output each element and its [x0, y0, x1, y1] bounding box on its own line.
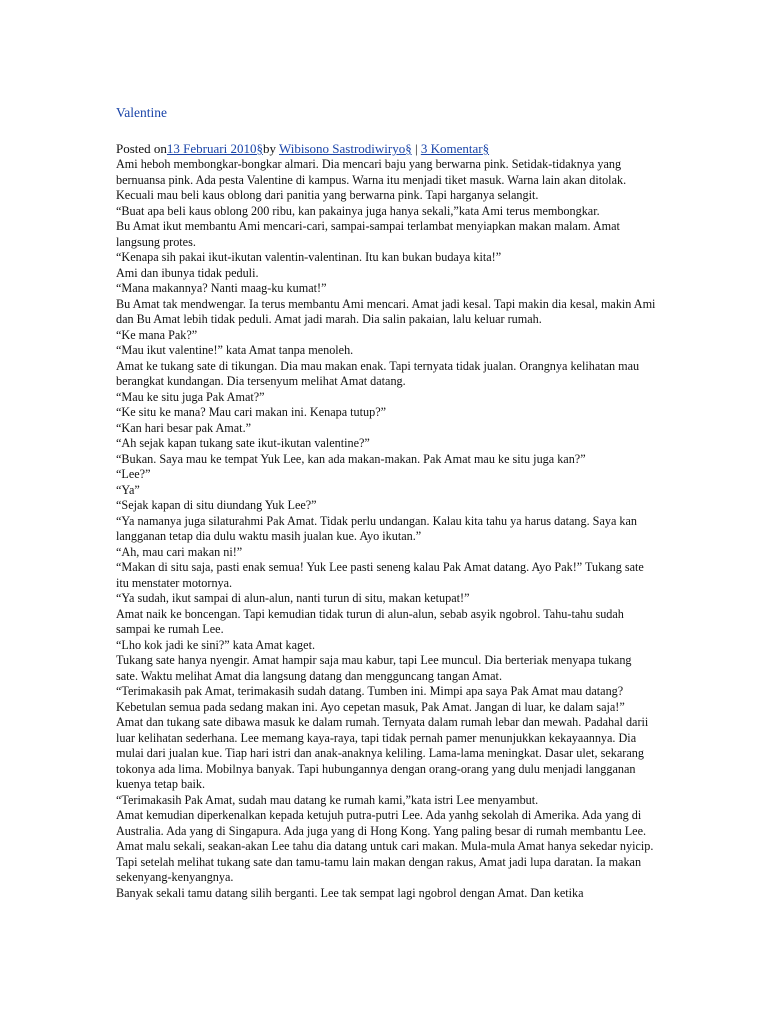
paragraph: Bu Amat tak mendwengar. Ia terus membantu Ami mencari. Amat jadi kesal. Tapi makin dia kesal, makin Ami dan Bu Amat lebih tidak peduli. Amat jadi marah. Dia salin pakaian, lalu keluar rumah. — [116, 296, 656, 326]
comments-link[interactable]: 3 Komentar§ — [420, 141, 490, 156]
paragraph: Ami dan ibunya tidak peduli. — [116, 265, 259, 280]
post-title[interactable]: Valentine — [116, 105, 167, 120]
paragraph: Amat dan tukang sate dibawa masuk ke dalam rumah. Ternyata dalam rumah lebar dan mewah. Padahal darii luar kelihatan sederhana. Lee memang kaya-raya, tapi tidak pernah pamer menunjukkan kekayaannya. Dia mulai dari jualan kue. Tiap hari istri dan anak-anaknya keliling. Lama-lama meningkat. Dasar ulet, sekarang tokonya ada lima. Mobilnya banyak. Tapi hubungannya dengan orang-orang yang dulu menjadi langganan kuenya tetap baik. — [116, 715, 649, 791]
paragraph: “Sejak kapan di situ diundang Yuk Lee?” — [116, 498, 317, 512]
paragraph: Amat malu sekali, seakan-akan Lee tahu dia datang untuk cari makan. Mula-mula Amat hanya sekedar nyicip. Tapi setelah melihat tukang sate dan tamu-tamu lain makan dengan rakus, Amat jadi lupa daratan. Ia makan sekenyang-kenyangnya. — [116, 839, 654, 884]
meta-separator: | — [411, 141, 421, 156]
paragraph: “Ya namanya juga silaturahmi Pak Amat. Tidak perlu undangan. Kalau kita tahu ya harus datang. Saya kan langganan tetap dia dulu waktu masih jualan kue. Ayo ikutan.” — [116, 513, 638, 543]
author-link[interactable]: Wibisono Sastrodiwiryo§ — [278, 141, 412, 156]
paragraph: “Lho kok jadi ke sini?” kata Amat kaget. — [116, 637, 315, 652]
paragraph: Amat naik ke boncengan. Tapi kemudian tidak turun di alun-alun, sebab asyik ngobrol. Tahu-tahu sudah sampai ke rumah Lee. — [116, 606, 624, 636]
paragraph: “Makan di situ saja, pasti enak semua! Yuk Lee pasti seneng kalau Pak Amat datang. Ayo Pak!” Tukang sate itu menstater motornya. — [116, 560, 644, 590]
post-date-link[interactable]: 13 Februari 2010§ — [166, 141, 263, 156]
paragraph: “Terimakasih pak Amat, terimakasih sudah datang. Tumben ini. Mimpi apa saya Pak Amat mau datang? Kebetulan semua pada sedang makan ini. Ayo cepetan masuk, Pak Amat. Jangan di luar, ke dalam saja!” — [116, 684, 625, 714]
post-body — [116, 157, 656, 901]
post-meta — [116, 141, 656, 157]
paragraph: Tukang sate hanya nyengir. Amat hampir saja mau kabur, tapi Lee muncul. Dia berteriak menyapa tukang sate. Waktu melihat Amat dia langsung datang dan mengguncang tangan Amat. — [116, 653, 632, 683]
paragraph: “Kenapa sih pakai ikut-ikutan valentin-valentinan. Itu kan bukan budaya kita!” — [116, 250, 502, 264]
paragraph: “Mau ke situ juga Pak Amat?” — [116, 389, 265, 404]
posted-on-label: Posted on — [116, 141, 167, 156]
paragraph: “Kan hari besar pak Amat.” — [116, 420, 252, 435]
paragraph: “Ah sejak kapan tukang sate ikut-ikutan valentine?” — [116, 436, 370, 450]
paragraph: “Lee?” — [116, 467, 151, 481]
paragraph: Ami heboh membongkar-bongkar almari. Dia mencari baju yang berwarna pink. Setidak-tidaknya yang bernuansa pink. Ada pesta Valentine di kampus. Warna itu menjadi tiket masuk. Warna lain akan ditolak. Kecuali mau beli kaus oblong dari panitia yang berwarna pink. Tapi harganya selangit. — [116, 157, 627, 202]
paragraph: “Ke situ ke mana? Mau cari makan ini. Kenapa tutup?” — [116, 405, 387, 419]
paragraph: “Bukan. Saya mau ke tempat Yuk Lee, kan ada makan-makan. Pak Amat mau ke situ juga kan?” — [116, 451, 586, 466]
paragraph: “Buat apa beli kaus oblong 200 ribu, kan pakainya juga hanya sekali,”kata Ami terus membongkar. — [116, 203, 600, 218]
paragraph: “Ah, mau cari makan ni!” — [116, 544, 243, 559]
paragraph: “Ya” — [116, 482, 140, 497]
blog-post — [116, 105, 656, 901]
paragraph: Bu Amat ikut membantu Ami mencari-cari, sampai-sampai terlambat menyiapkan makan malam. Amat langsung protes. — [116, 219, 620, 249]
paragraph: “Ke mana Pak?” — [116, 327, 198, 342]
paragraph: “Mana makannya? Nanti maag-ku kumat!” — [116, 281, 327, 295]
paragraph: Banyak sekali tamu datang silih berganti. Lee tak sempat lagi ngobrol dengan Amat. Dan ketika — [116, 885, 584, 900]
paragraph: “Ya sudah, ikut sampai di alun-alun, nanti turun di situ, makan ketupat!” — [116, 591, 470, 605]
by-label: by — [262, 141, 276, 156]
paragraph: Amat kemudian diperkenalkan kepada ketujuh putra-putri Lee. Ada yanhg sekolah di Amerika. Ada yang di Australia. Ada yang di Singapura. Ada juga yang di Hong Kong. Yang paling besar di rumah membantu Lee. — [116, 808, 647, 838]
paragraph: “Mau ikut valentine!” kata Amat tanpa menoleh. — [116, 343, 354, 357]
paragraph: Amat ke tukang sate di tikungan. Dia mau makan enak. Tapi ternyata tidak jualan. Orangnya kelihatan mau berangkat kundangan. Dia tersenyum melihat Amat datang. — [116, 358, 640, 388]
paragraph: “Terimakasih Pak Amat, sudah mau datang ke rumah kami,”kata istri Lee menyambut. — [116, 792, 539, 807]
